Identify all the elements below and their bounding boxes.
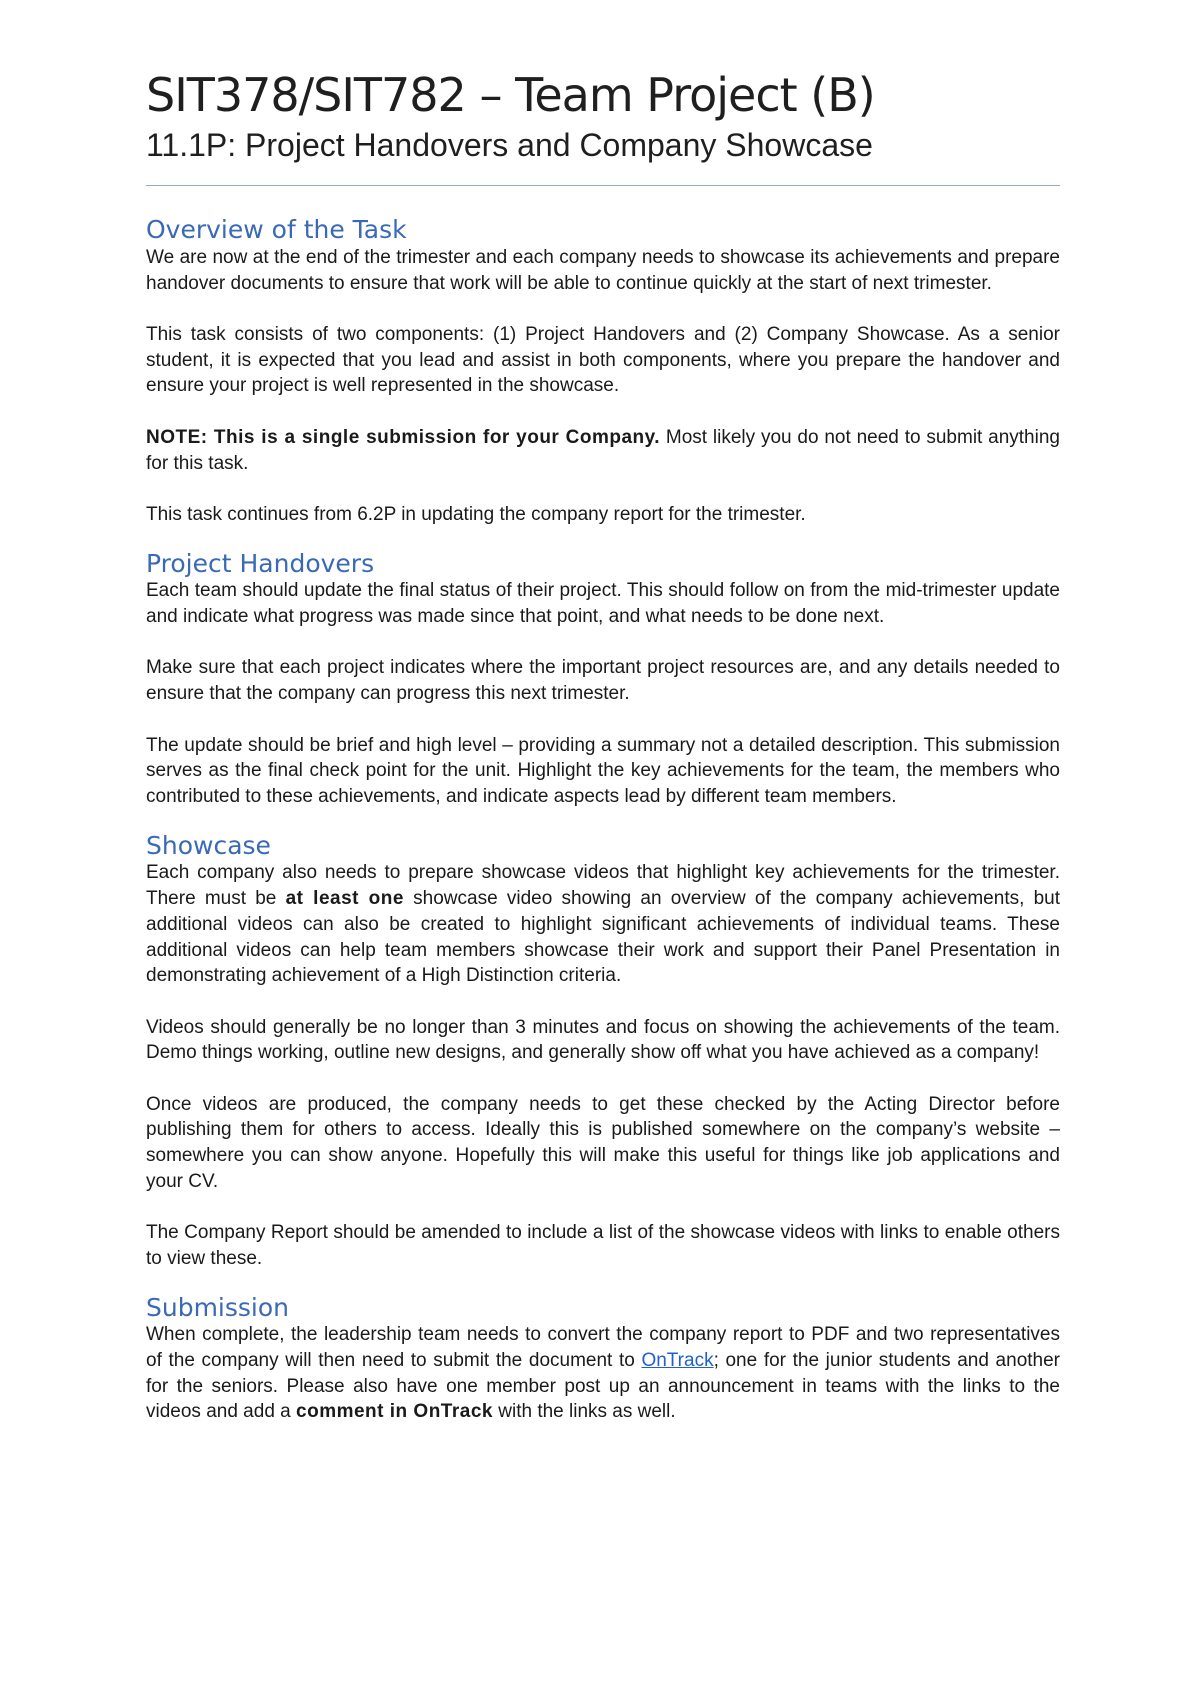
submission-section: [146, 1294, 1060, 1426]
showcase-paragraph-1: [146, 860, 1060, 989]
handovers-paragraph-2: Make sure that each project indicates where the important project resources are, and any details needed to ensure that the company can progress this next trimester.: [146, 657, 1060, 705]
submission-bold-text: comment in OnTrack: [296, 1401, 493, 1423]
overview-section: [146, 216, 1060, 527]
showcase-section: [146, 832, 1060, 1272]
submission-text-a: When complete, the leadership team needs to convert the company report to PDF and two representatives of the company will then need to submit the document to: [146, 1324, 1060, 1372]
handovers-paragraph-1: Each team should update the final status of their project. This should follow on from the mid-trimester update and indicate what progress was made since that point, and what needs to be done next.: [146, 580, 1060, 628]
handovers-section: [146, 550, 1060, 810]
section-heading-showcase: Showcase: [146, 830, 271, 860]
overview-paragraph-1: We are now at the end of the trimester and each company needs to showcase its achievements and prepare handover documents to ensure that work will be able to continue quickly at the start of next trimester.: [146, 246, 1060, 294]
section-heading-handovers: Project Handovers: [146, 548, 375, 578]
submission-text-b: ; one for the junior students and another for the seniors. Please also have one member post up an announcement in teams with the links to the videos and add a: [146, 1350, 1060, 1423]
overview-note: [146, 425, 1060, 476]
ontrack-link[interactable]: OnTrack: [641, 1350, 714, 1372]
showcase-paragraph-4: The Company Report should be amended to include a list of the showcase videos with links to enable others to view these.: [146, 1222, 1060, 1269]
document-subtitle: 11.1P: Project Handovers and Company Showcase: [146, 127, 873, 163]
note-bold-text: NOTE: This is a single submission for your Company.: [146, 426, 661, 448]
handovers-paragraph-3: The update should be brief and high level – providing a summary not a detailed description. This submission serves as the final check point for the unit. Highlight the key achievements for the team, the members who contributed to these achievements, and indicate aspects lead by different team members.: [146, 734, 1060, 807]
overview-paragraph-4: This task continues from 6.2P in updating the company report for the trimester.: [146, 503, 806, 525]
showcase-paragraph-2: Videos should generally be no longer than 3 minutes and focus on showing the achievements of the team. Demo things working, outline new designs, and generally show off what you have achieved as a company!: [146, 1016, 1060, 1064]
showcase-p1-text-b: showcase video showing an overview of the company achievements, but additional videos can also be created to highlight significant achievements of individual teams. These additional videos can help team members showcase their work and support their Panel Presentation in demonstrating achievement of a High Distinction criteria.: [146, 888, 1060, 987]
section-heading-overview: Overview of the Task: [146, 215, 407, 245]
overview-paragraph-2: This task consists of two components: (1) Project Handovers and (2) Company Showcase. As a senior student, it is expected that you lead and assist in both components, where you prepare the handover and ensure your project is well represented in the showcase.: [146, 324, 1060, 397]
submission-paragraph: [146, 1322, 1060, 1425]
showcase-p1-text-a: Each company also needs to prepare showcase videos that highlight key achievements for the trimester. There must be: [146, 862, 1060, 910]
showcase-p1-bold: at least one: [285, 888, 404, 910]
document-title: SIT378/SIT782 – Team Project (B): [146, 68, 875, 122]
document-page: [146, 58, 1060, 1425]
note-rest-text: Most likely you do not need to submit anything for this task.: [146, 426, 1060, 474]
submission-text-c: with the links as well.: [492, 1401, 676, 1423]
section-heading-submission: Submission: [146, 1292, 290, 1322]
showcase-paragraph-3: Once videos are produced, the company needs to get these checked by the Acting Director before publishing them for others to access. Ideally this is published somewhere on the company’s website – somewhere you can show anyone. Hopefully this will make this useful for things like job applications and your CV.: [146, 1093, 1060, 1192]
